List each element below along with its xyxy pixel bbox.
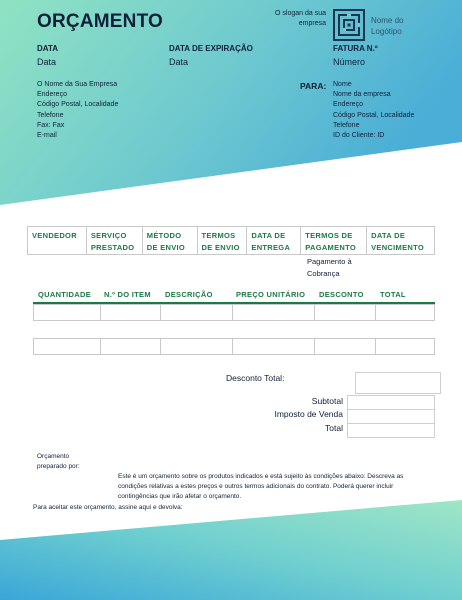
recipient-address-block — [333, 80, 414, 141]
recipient-name: Nome — [333, 81, 352, 88]
recipient-phone: Telefone — [333, 121, 360, 129]
shipping-terms-table — [27, 226, 435, 255]
item-row[interactable] — [33, 338, 435, 355]
header-vendor: VENDEDOR — [28, 227, 87, 255]
recipient-address: Endereço — [333, 101, 363, 109]
recipient-label: PARA: — [300, 81, 327, 91]
payment-terms-value: Pagamento à Cobrança — [307, 257, 352, 278]
company-slogan: O slogan da sua empresa — [275, 10, 326, 27]
header-service: SERVIÇO PRESTADO — [86, 227, 142, 255]
header-due-date: DATA DE VENCIMENTO — [367, 227, 435, 255]
header-total: TOTAL — [380, 290, 406, 299]
maze-logo-icon — [333, 9, 365, 41]
company-phone: Telefone — [37, 111, 64, 119]
header-delivery-date: DATA DE ENTREGA — [247, 227, 301, 255]
recipient-client-id: ID do Cliente: ID — [333, 132, 385, 140]
expiry-date-label: DATA DE EXPIRAÇÃO — [169, 44, 253, 53]
total-label: Total — [325, 423, 343, 433]
invoice-number-value: Número — [333, 57, 366, 67]
header-payment-terms: TERMOS DE PAGAMENTO — [301, 227, 367, 255]
company-email: E-mail — [37, 132, 57, 140]
header-shipping-method: MÉTODO DE ENVIO — [142, 227, 197, 255]
header-quantity: QUANTIDADE — [38, 290, 91, 299]
item-row[interactable] — [33, 304, 435, 321]
company-postal: Código Postal, Localidade — [37, 101, 119, 109]
date-value: Data — [37, 57, 57, 67]
total-field[interactable] — [347, 423, 435, 438]
header-description: DESCRIÇÃO — [165, 290, 213, 299]
header-discount: DESCONTO — [319, 290, 364, 299]
recipient-company: Nome da empresa — [333, 91, 391, 99]
page-title: ORÇAMENTO — [37, 11, 164, 32]
date-label: DATA — [37, 44, 59, 53]
quote-conditions-note: Este é um orçamento sobre os produtos indicados e está sujeito às condições abaixo: Descreva as condições relativas a estes preços e outros termos adicionais do contrato. Poderá querer incluir contingências que irão afetar o orçamento. — [118, 473, 404, 501]
sales-tax-label: Imposto de Venda — [274, 409, 343, 419]
company-fax: Fax: Fax — [37, 121, 65, 129]
sales-tax-field[interactable] — [347, 409, 435, 424]
header-shipping-terms: TERMOS DE ENVIO — [197, 227, 247, 255]
header-item-number: N.º DO ITEM — [104, 290, 151, 299]
logo-label: Nome do Logótipo — [371, 16, 404, 36]
recipient-postal: Código Postal, Localidade — [333, 111, 415, 119]
subtotal-label: Subtotal — [311, 396, 343, 406]
total-discount-field[interactable] — [355, 372, 441, 394]
acceptance-instruction: Para aceitar este orçamento, assine aqui e devolva: — [33, 504, 183, 511]
total-discount-label: Desconto Total: — [226, 373, 285, 383]
shipping-table-header-row — [28, 227, 435, 255]
expiry-date-value: Data — [169, 57, 189, 67]
company-address: Endereço — [37, 91, 67, 99]
prepared-by-label: Orçamento preparado por: — [37, 453, 80, 471]
company-name: O Nome da Sua Empresa — [37, 81, 118, 88]
subtotal-field[interactable] — [347, 395, 435, 410]
header-unit-price: PREÇO UNITÁRIO — [236, 290, 306, 299]
company-address-block — [37, 80, 118, 141]
invoice-number-label: FATURA N.º — [333, 44, 378, 53]
